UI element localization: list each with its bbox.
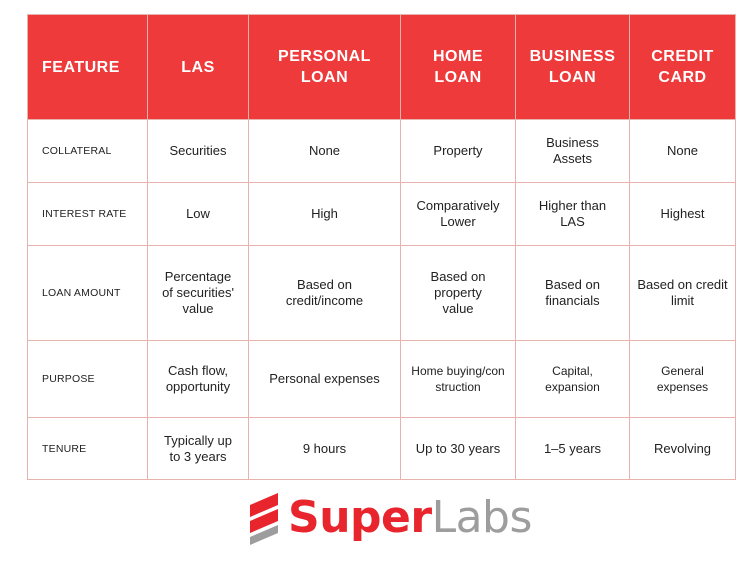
table-row — [28, 418, 736, 480]
table-cell: Based on credit/income — [249, 246, 401, 341]
table-cell: Capital, expansion — [516, 341, 630, 418]
table-row — [28, 183, 736, 246]
table-cell: Highest — [630, 183, 736, 246]
brand-super: Super — [288, 492, 432, 543]
superlabs-logo — [248, 492, 532, 547]
table-cell: None — [630, 120, 736, 183]
table-cell: Revolving — [630, 418, 736, 480]
header-home-loan: HOME LOAN — [401, 15, 516, 120]
brand-labs: Labs — [431, 492, 532, 543]
header-credit-card: CREDIT CARD — [630, 15, 736, 120]
superlabs-stripe-logo-icon — [248, 493, 280, 545]
table-cell: High — [249, 183, 401, 246]
table-cell: Personal expenses — [249, 341, 401, 418]
table-cell: Comparatively Lower — [401, 183, 516, 246]
header-personal-loan: PERSONAL LOAN — [249, 15, 401, 120]
table-cell: Based on property value — [401, 246, 516, 341]
table-cell: Business Assets — [516, 120, 630, 183]
comparison-table — [27, 14, 736, 480]
table-cell: Cash flow, opportunity — [148, 341, 249, 418]
table-cell: Based on credit limit — [630, 246, 736, 341]
row-label: TENURE — [28, 418, 148, 480]
table-cell: Based on financials — [516, 246, 630, 341]
table-cell: Percentage of securities' value — [148, 246, 249, 341]
table-cell: 9 hours — [249, 418, 401, 480]
table-row — [28, 246, 736, 341]
table-cell: None — [249, 120, 401, 183]
table-cell: Typically up to 3 years — [148, 418, 249, 480]
table-cell: 1–5 years — [516, 418, 630, 480]
row-label: COLLATERAL — [28, 120, 148, 183]
row-label: PURPOSE — [28, 341, 148, 418]
table-cell: Higher than LAS — [516, 183, 630, 246]
row-label: LOAN AMOUNT — [28, 246, 148, 341]
header-las: LAS — [148, 15, 249, 120]
table-cell: Securities — [148, 120, 249, 183]
table-row — [28, 120, 736, 183]
brand-wordmark — [288, 494, 532, 542]
header-row — [28, 15, 736, 120]
row-label: INTEREST RATE — [28, 183, 148, 246]
table-cell: General expenses — [630, 341, 736, 418]
table-cell: Home buying/construction — [401, 341, 516, 418]
table-row — [28, 341, 736, 418]
header-business-loan: BUSINESS LOAN — [516, 15, 630, 120]
table-cell: Low — [148, 183, 249, 246]
table-cell: Property — [401, 120, 516, 183]
table-cell: Up to 30 years — [401, 418, 516, 480]
header-feature: FEATURE — [28, 15, 148, 120]
